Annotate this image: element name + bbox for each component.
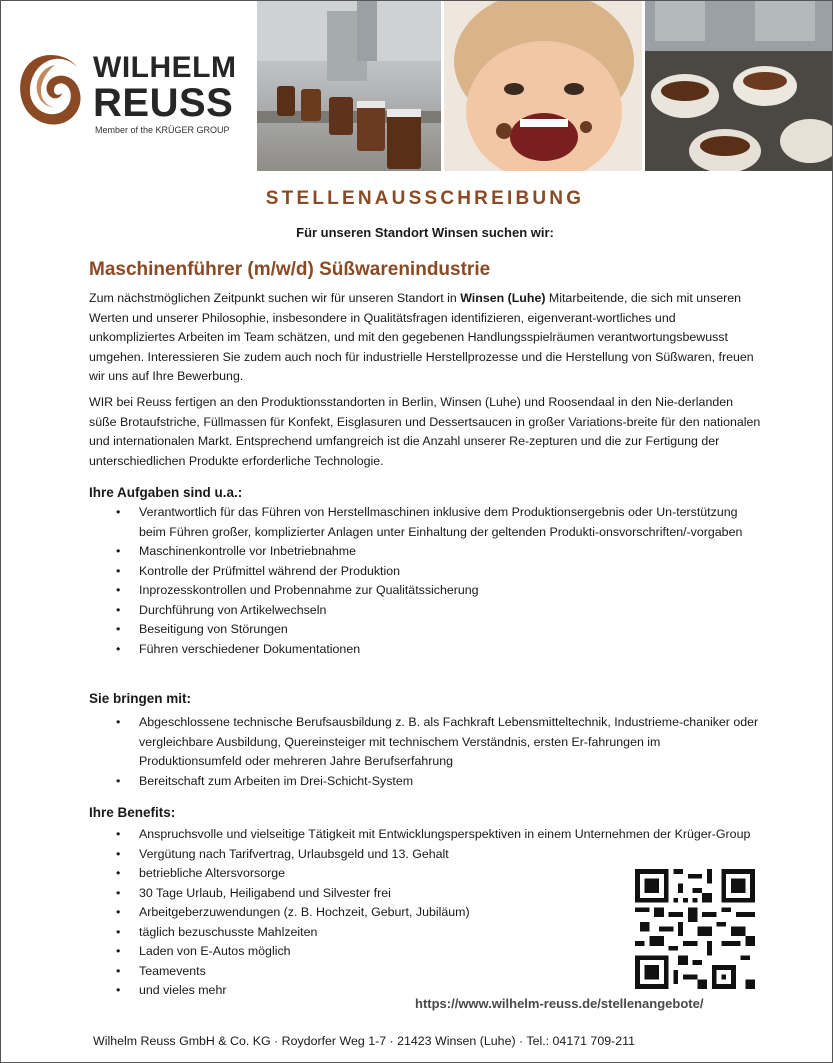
logo-subtitle: Member of the KRÜGER GROUP: [95, 125, 230, 135]
list-item: • 30 Tage Urlaub, Heiligabend und Silvester frei: [139, 884, 763, 904]
list-item: • Beseitigung von Störungen: [139, 620, 763, 640]
swirl-logo-icon: [15, 51, 87, 131]
list-item: • Vergütung nach Tarifvertrag, Urlaubsgeld und 13. Gehalt: [139, 845, 763, 865]
requirements-list: [139, 713, 763, 791]
list-item: • Teamevents: [139, 962, 763, 982]
benefits-heading: Ihre Benefits:: [89, 805, 176, 820]
job-title: Maschinenführer (m/w/d) Süßwarenindustrie: [89, 259, 491, 280]
intro-location-bold: Winsen (Luhe): [460, 291, 546, 305]
tasks-list: [139, 503, 763, 659]
list-item: • Abgeschlossene technische Berufsausbildung z. B. als Fachkraft Lebensmitteltechnik, Industrieme-chaniker oder vergleichbare Ausbildung, Quereinsteiger mit technischem Verständnis, ersten Er-fahrungen im Produktionsumfeld oder mehreren Jahre Berufserfahrung: [139, 713, 763, 772]
list-item: • Verantwortlich für das Führen von Herstellmaschinen inklusive dem Produktionsergebnis oder Un-terstützung beim Führen großer, komplizierter Anlagen unter Einhaltung der geltenden Produkti-onsvorschriften/-vorgaben: [139, 503, 763, 542]
intro-paragraph: [89, 289, 761, 387]
company-logo: [15, 49, 251, 144]
about-paragraph: WIR bei Reuss fertigen an den Produktionsstandorten in Berlin, Winsen (Luhe) und Roosendaal in den Nie-derlanden süße Brotaufstriche, Füllmassen für Konfekt, Eisglasuren und Dessertsaucen in großer Variations-breite für den nationalen und internationalen Markt. Entsprechend umfangreich ist die Anzahl unserer Re-zepturen und die zur Fertigung der unterschiedlichen Produkte erforderliche Technologie.: [89, 395, 761, 468]
intro-text-start: Zum nächstmöglichen Zeitpunkt suchen wir für unseren Standort in: [89, 291, 461, 305]
page-title: STELLENAUSSCHREIBUNG: [265, 188, 585, 209]
logo-word-reuss: REUSS: [93, 81, 234, 125]
list-item: • Durchführung von Artikelwechseln: [139, 601, 763, 621]
list-item: • Führen verschiedener Dokumentationen: [139, 640, 763, 660]
dessert-jars-photo: [645, 1, 833, 171]
list-item: • betriebliche Altersvorsorge: [139, 864, 763, 884]
laughing-child-photo: [444, 1, 642, 171]
production-line-photo: [257, 1, 441, 171]
list-item: • Anspruchsvolle und vielseitige Tätigkeit mit Entwicklungsperspektiven in einem Unternehmen der Krüger-Group: [139, 825, 763, 845]
list-item: • und vieles mehr: [139, 981, 763, 1001]
intro-text-end: Mitarbeitende, die sich mit unseren Werten und unserer Philosophie, insbesondere in Qualitätsfragen identifizieren, eigenverant-wortliches und unkompliziertes Arbeiten im Team schätzen, und mit den gegebenen Handlungsspielräumen verantwortungsbewusst umgehen. Interessieren Sie zudem auch noch für industrielle Herstellprozesse und die Herstellung von Süßwaren, freuen wir uns auf Ihre Bewerbung.: [89, 291, 754, 383]
list-item: • Arbeitgeberzuwendungen (z. B. Hochzeit, Geburt, Jubiläum): [139, 903, 763, 923]
list-item: • Inprozesskontrollen und Probennahme zur Qualitätssicherung: [139, 581, 763, 601]
company-footer: Wilhelm Reuss GmbH & Co. KG · Roydorfer Weg 1-7 · 21423 Winsen (Luhe) · Tel.: 04171 709-211: [93, 1034, 635, 1048]
list-item: • täglich bezuschusste Mahlzeiten: [139, 923, 763, 943]
location-subtitle: Für unseren Standort Winsen suchen wir:: [296, 225, 554, 240]
list-item: • Kontrolle der Prüfmittel während der Produktion: [139, 562, 763, 582]
careers-link[interactable]: https://www.wilhelm-reuss.de/stellenangebote/: [415, 996, 704, 1011]
list-item: • Laden von E-Autos möglich: [139, 942, 763, 962]
list-item: • Maschinenkontrolle vor Inbetriebnahme: [139, 542, 763, 562]
qr-code-icon[interactable]: [635, 869, 755, 989]
header: [1, 1, 833, 173]
list-item: • Bereitschaft zum Arbeiten im Drei-Schicht-System: [139, 772, 763, 792]
requirements-heading: Sie bringen mit:: [89, 691, 192, 706]
tasks-heading: Ihre Aufgaben sind u.a.:: [89, 485, 243, 500]
logo-word-wilhelm: WILHELM: [93, 51, 237, 84]
